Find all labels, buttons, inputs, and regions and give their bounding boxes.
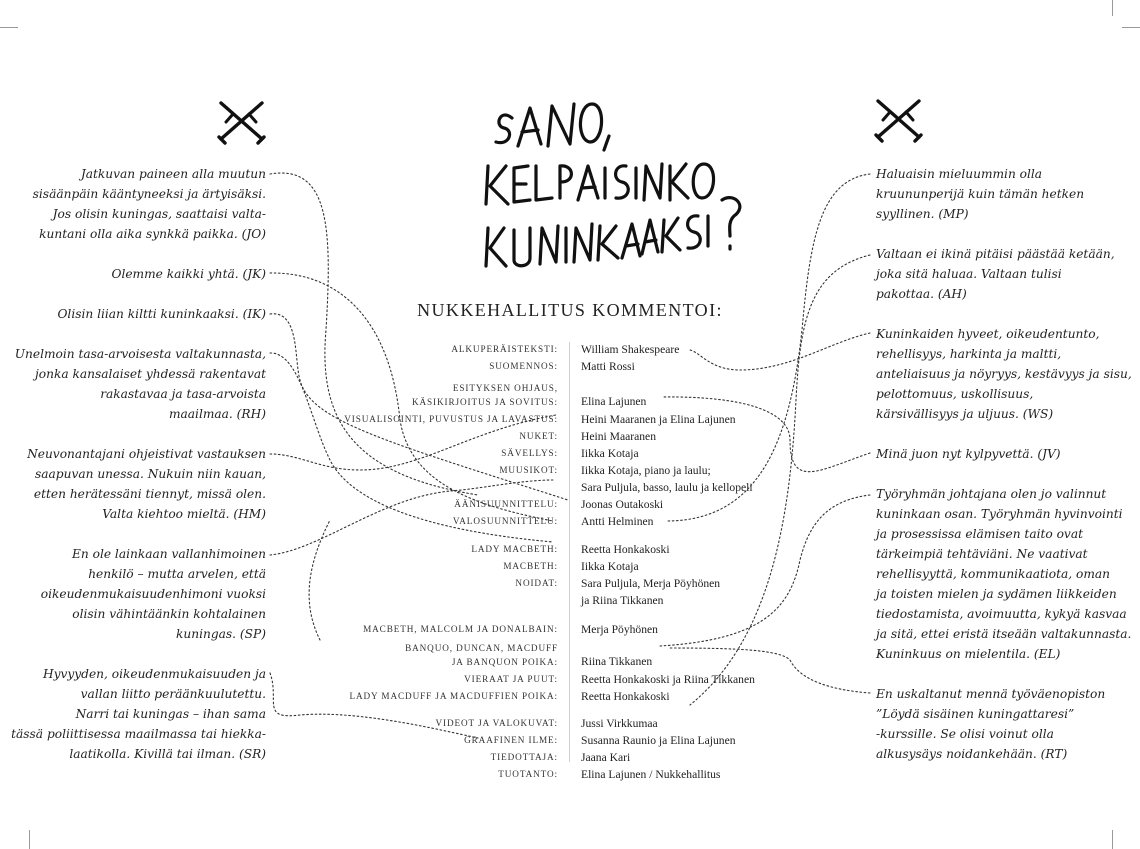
- credit-role: NOIDAT:: [515, 578, 558, 588]
- crossed-swords-icon: [876, 101, 921, 141]
- quote-el: Työryhmän johtajana olen jo valinnut kuninkaan osan. Työryhmän hyvinvointi ja prosessissa elämisen taito ovat tärkeimpiä tehtäviäni. Ne vaativat rehellisyyttä, kommunikaatiota, oman ja toisten mielen ja sydämen liikkeiden tiedostamista, avoimuutta, kykyä kasvaa ja sitä, ettei eristä itseään valtakunnasta. Kuninkuus on mielentila. (EL): [876, 487, 1132, 661]
- credit-role: GRAAFINEN ILME:: [464, 735, 558, 745]
- credit-role: LADY MACDUFF JA MACDUFFIEN POIKA:: [349, 691, 558, 701]
- credit-role: TIEDOTTAJA:: [490, 752, 558, 762]
- quote-rt: En uskaltanut mennä työväenopiston ”Löydä sisäinen kuningattaresi” -kurssille. Se olisi voinut olla alkusysäys noidankehään. (RT): [876, 687, 1106, 761]
- credit-name: Jussi Virkkumaa: [581, 717, 658, 730]
- quote-jk: Olemme kaikki yhtä. (JK): [111, 267, 266, 281]
- credit-role: VIERAAT JA PUUT:: [464, 674, 558, 684]
- credit-role: MUUSIKOT:: [499, 465, 558, 475]
- quote-sp: En ole lainkaan vallanhimoinen henkilö – mutta arvelen, että oikeudenmukaisuudenhimoni vuoksi olisin vähintäänkin kohtalainen kuningas. (SP): [40, 547, 266, 641]
- credit-role: SÄVELLYS:: [501, 448, 558, 458]
- credit-role: VISUALISOINTI, PUVUSTUS JA LAVASTUS:: [344, 414, 558, 424]
- credit-role: LADY MACBETH:: [471, 544, 558, 554]
- credit-name: Elina Lajunen: [581, 395, 647, 408]
- section-heading: NUKKEHALLITUS KOMMENTOI:: [417, 300, 723, 320]
- credit-role: ALKUPERÄISTEKSTI:: [451, 344, 558, 354]
- quote-ah: Valtaan ei ikinä pitäisi päästää ketään, joka sitä haluaa. Valtaan tulisi pakottaa. (AH): [876, 247, 1115, 301]
- quote-ws: Kuninkaiden hyveet, oikeudentunto, rehellisyys, harkinta ja maltti, anteliaisuus ja nöyryys, kestävyys ja sisu, pelottomuus, uskollisuus, kärsivällisyys ja uljuus. (WS): [876, 327, 1132, 421]
- credit-name: Iikka Kotaja: [581, 447, 639, 460]
- credit-name: Elina Lajunen / Nukkehallitus: [581, 768, 721, 781]
- connector-lines-left: [270, 173, 568, 738]
- credit-name: Reetta Honkakoski ja Riina Tikkanen: [581, 673, 755, 686]
- credit-name: William Shakespeare: [581, 343, 680, 356]
- credit-name: Jaana Kari: [581, 751, 631, 764]
- quote-mp: Haluaisin mieluummin olla kruununperijä kuin tämän hetken syyllinen. (MP): [876, 167, 1085, 221]
- quote-rh: Unelmoin tasa-arvoisesta valtakunnasta, jonka kansalaiset yhdessä rakentavat rakastavaa ja tasa-arvoista maailmaa. (RH): [14, 347, 266, 421]
- credit-role: NUKET:: [519, 431, 558, 441]
- credit-role: ÄÄNISUUNNITTELU:: [454, 499, 558, 509]
- credit-name: Matti Rossi: [581, 360, 635, 373]
- credit-role: MACBETH:: [503, 561, 558, 571]
- credit-role: SUOMENNOS:: [489, 361, 558, 371]
- credit-name: Heini Maaranen ja Elina Lajunen: [581, 413, 736, 426]
- credit-role: TUOTANTO:: [498, 769, 558, 779]
- credit-name: Merja Pöyhönen: [581, 623, 658, 636]
- credit-role: ESITYKSEN OHJAUS, KÄSIKIRJOITUS JA SOVITUS:: [411, 383, 558, 407]
- quote-sr: Hyvyyden, oikeudenmukaisuuden ja vallan liitto peräänkuulutettu. Narri tai kuningas – ihan sama tässä poliittisessa maailmassa tai hiekka- laatikolla. Kivillä tai ilman. (SR): [11, 667, 266, 761]
- credit-name: Sara Puljula, Merja Pöyhönen: [581, 577, 721, 590]
- credit-name: Reetta Honkakoski: [581, 543, 670, 556]
- credit-role: BANQUO, DUNCAN, MACDUFF JA BANQUON POIKA:: [405, 643, 558, 667]
- credit-name: Joonas Outakoski: [581, 498, 664, 511]
- handwritten-title: [486, 104, 740, 266]
- connector-lines-right: [660, 174, 870, 705]
- crossed-swords-icon: [219, 103, 264, 143]
- credit-name: Iikka Kotaja: [581, 560, 639, 573]
- quote-ik: Olisin liian kiltti kuninkaaksi. (IK): [57, 307, 266, 321]
- credit-role: VIDEOT JA VALOKUVAT:: [435, 718, 558, 728]
- credit-name: Antti Helminen: [581, 515, 654, 528]
- quote-hm: Neuvonantajani ohjeistivat vastauksen saapuvan unessa. Nukuin niin kauan, etten herätessäni tiennyt, missä olen. Valta kiehtoo mieltä. (HM): [27, 447, 266, 521]
- credit-name: Iikka Kotaja, piano ja laulu;: [581, 464, 711, 477]
- credit-name: Riina Tikkanen: [581, 655, 653, 668]
- quote-jv: Minä juon nyt kylpyvettä. (JV): [876, 447, 1061, 461]
- credit-name: Sara Puljula, basso, laulu ja kellopeli: [581, 481, 753, 494]
- credit-role: MACBETH, MALCOLM JA DONALBAIN:: [363, 624, 558, 634]
- quote-jo: Jatkuvan paineen alla muutun sisäänpäin kääntyneeksi ja ärtyisäksi. Jos olisin kuningas, saattaisi valta- kuntani olla aika synkkä paikka. (JO): [32, 167, 266, 241]
- credit-name: Susanna Raunio ja Elina Lajunen: [581, 734, 736, 747]
- credit-name: Reetta Honkakoski: [581, 690, 670, 703]
- credit-name: ja Riina Tikkanen: [581, 594, 664, 607]
- credit-name: Heini Maaranen: [581, 430, 657, 443]
- credit-role: VALOSUUNNITTELU:: [452, 516, 558, 526]
